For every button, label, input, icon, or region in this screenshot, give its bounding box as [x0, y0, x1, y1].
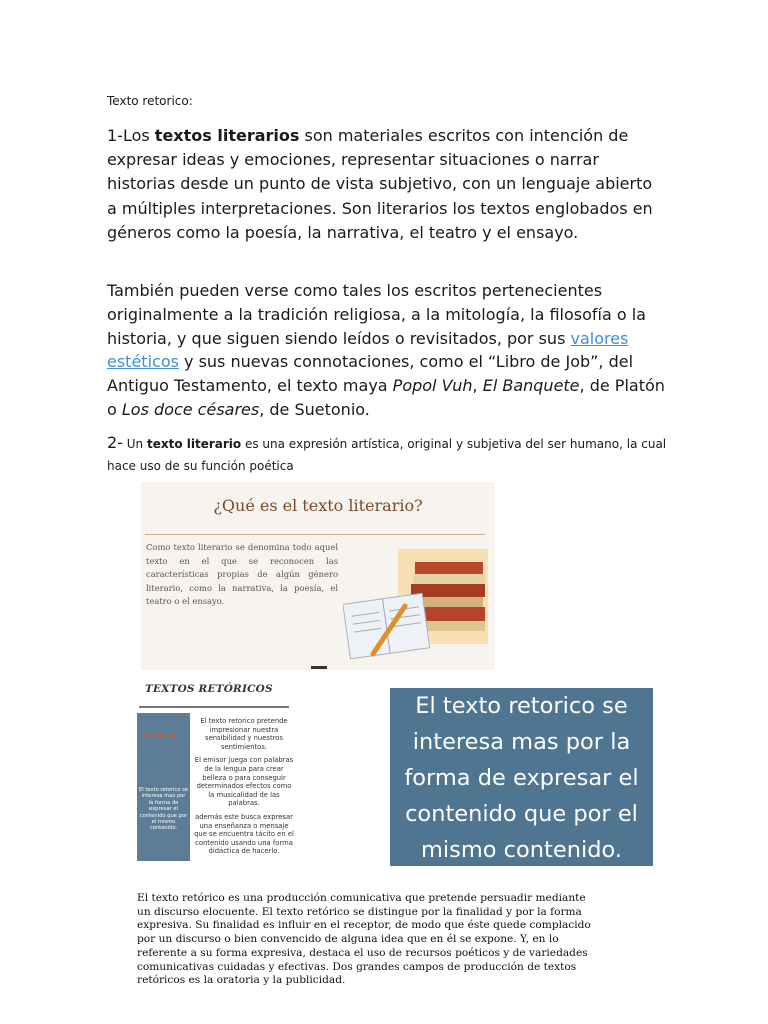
banner-text: El texto retorico se interesa mas por la forma de expresar el contenido que por el mismo contenido.	[404, 693, 639, 863]
s2-text-end: es una expresión artística, original y subjetiva del ser humano, la cual hace uso de su función poética	[107, 437, 667, 473]
books-pen-illustration	[343, 544, 493, 664]
p1-text-end: son materiales escritos con intención de expresar ideas y emociones, representar situaciones o narrar historias desde un punto de vista subjetivo, con un lenguaje abierto a múltiples interpretaciones. Son literarios los textos englobados en géneros como la poesía, la narrativa, el teatro y el ensayo.	[107, 126, 653, 242]
retoricos-divider	[139, 706, 289, 708]
slide-title: ¿Qué es el texto literario?	[213, 496, 423, 515]
side-panel-text: El texto retorico se interesa mas por la forma de expresar el contenido que por el mismo contenido.	[139, 787, 188, 832]
p2-italic-popol-vuh: Popol Vuh	[392, 376, 473, 396]
retoricos-body	[193, 717, 295, 861]
retoricos-point-3: además este busca expresar una enseñanza o mensaje que se encuentra tácito en el contenido usando una forma didáctica de hacerlo.	[194, 812, 294, 856]
section-2-number: 2-	[107, 433, 123, 452]
retoricos-side-panel	[137, 713, 190, 861]
texto-retorico-banner	[390, 688, 653, 866]
p2-italic-el-banquete: El Banquete	[482, 376, 580, 396]
p1-text-start: 1-Los	[107, 126, 155, 145]
document-heading: Texto retorico:	[107, 94, 193, 108]
valores-esteticos-link[interactable]: valores estéticos	[107, 328, 629, 372]
retoricos-point-1: El texto retorico pretende impresionar nuestra sensibilidad y nuestros sentimientos.	[200, 717, 288, 751]
p2-text-a: También pueden verse como tales los escritos pertenecientes originalmente a la tradición religiosa, a la mitología, la filosofía o la historia, y que siguen siendo leídos o revisitados, por sus	[107, 281, 646, 348]
retoricos-point-2: El emisor juega con palabras de la lengua para crear belleza o para conseguir determinados efectos como la musicalidad de las palabras.	[194, 756, 294, 808]
section-2-text	[107, 432, 667, 477]
slide-divider	[145, 534, 485, 535]
p1-bold-term: textos literarios	[154, 126, 300, 145]
texto-literario-slide	[141, 482, 495, 670]
p2-text-c: ,	[472, 376, 483, 396]
slide-indicator	[311, 666, 327, 669]
s2-text-start: Un	[122, 437, 147, 451]
p2-text-e: , de Suetonio.	[259, 399, 370, 419]
paragraph-1	[107, 124, 667, 245]
p2-italic-los-doce-cesares: Los doce césares	[121, 399, 260, 419]
slide-body: Como texto literario se denomina todo aquel texto en el que se reconocen las características propias de algún género literario, como la narrativa, la poesía, el teatro o el ensayo.	[146, 542, 338, 606]
texto-retorico-paragraph: El texto retórico es una producción comunicativa que pretende persuadir mediante un discurso elocuente. El texto retórico se distingue por la finalidad y por la forma expresiva. Su finalidad es influir en el receptor, de modo que éste quede complacido por un discurso o bien convencido de alguna idea que en él se expone. Y, en lo referente a su forma expresiva, destaca el uso de recursos poéticos y de variedades comunicativas cuidadas y efectivas. Dos grandes campos de producción de textos retóricos es la oratoria y la publicidad.	[137, 892, 591, 987]
retorica-badge: RETÓRICA	[140, 733, 177, 740]
retoricos-title: TEXTOS RETÓRICOS	[145, 683, 273, 695]
textos-retoricos-slide	[137, 675, 297, 863]
s2-bold-term: texto literario	[146, 437, 242, 451]
paragraph-2	[107, 279, 672, 422]
p2-text-b: y sus nuevas connotaciones, como el “Libro de Job”, del Antiguo Testamento, el texto maya	[107, 352, 634, 396]
p2-text-d: , de Platón o	[107, 376, 665, 419]
